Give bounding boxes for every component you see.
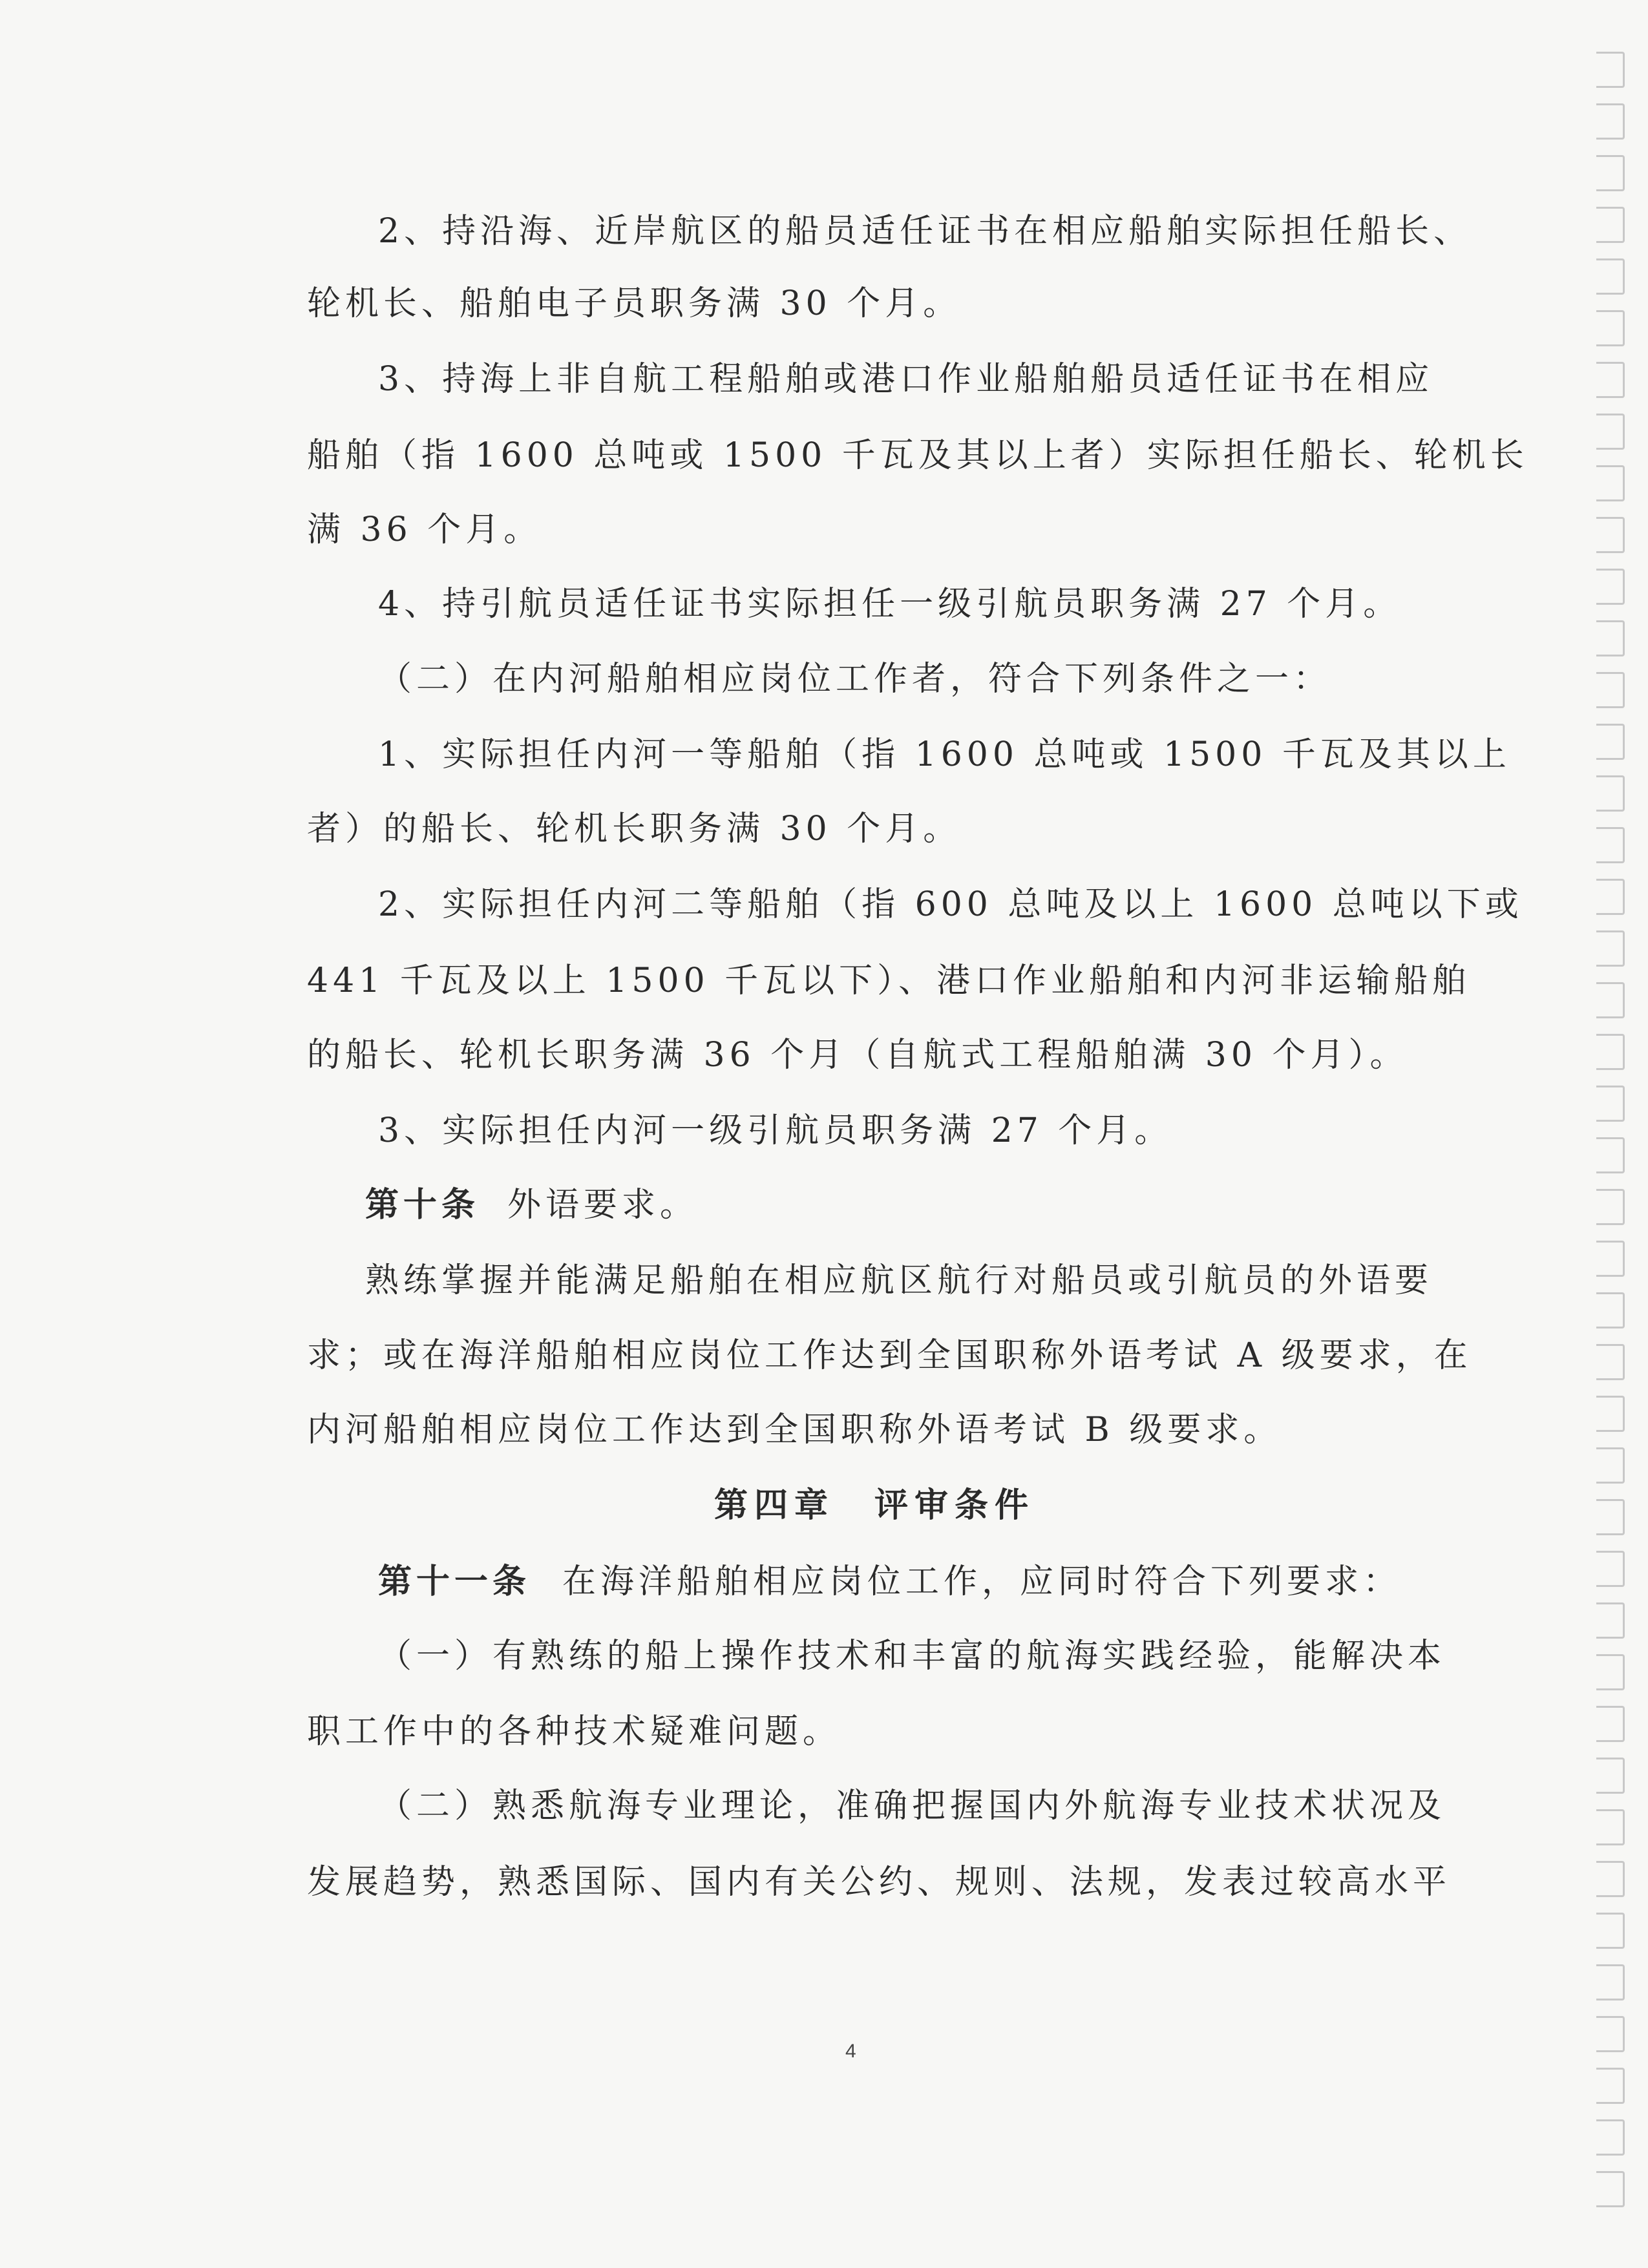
paragraph-line: 2、实际担任内河二等船舶（指 600 总吨及以上 1600 总吨以下或: [378, 885, 1523, 924]
binding-ring: [1596, 1602, 1625, 1639]
binding-ring: [1596, 2068, 1625, 2104]
binding-ring: [1596, 569, 1625, 605]
binding-ring: [1596, 362, 1625, 398]
binding-ring: [1596, 517, 1625, 553]
paragraph-line: 者）的船长、轮机长职务满 30 个月。: [307, 810, 962, 848]
binding-ring: [1596, 1809, 1625, 1845]
binding-ring: [1596, 2016, 1625, 2052]
binding-ring: [1596, 103, 1625, 140]
binding-ring: [1596, 982, 1625, 1018]
binding-edge: [1596, 52, 1629, 2249]
paragraph-line: 满 36 个月。: [307, 510, 542, 549]
article-label: 第十条: [365, 1185, 480, 1224]
binding-ring: [1596, 414, 1625, 450]
paragraph-line: 3、实际担任内河一级引航员职务满 27 个月。: [378, 1111, 1173, 1150]
chapter-heading: 第四章 评审条件: [714, 1486, 1035, 1525]
binding-ring: [1596, 2119, 1625, 2156]
paragraph-line: 在海洋船舶相应岗位工作，应同时符合下列要求：: [562, 1562, 1402, 1601]
binding-ring: [1596, 1913, 1625, 1949]
binding-ring: [1596, 620, 1625, 656]
binding-ring: [1596, 1551, 1625, 1587]
binding-ring: [1596, 1861, 1625, 1897]
binding-ring: [1596, 310, 1625, 346]
binding-ring: [1596, 1034, 1625, 1070]
binding-ring: [1596, 724, 1625, 760]
binding-ring: [1596, 1086, 1625, 1122]
binding-ring: [1596, 465, 1625, 501]
binding-ring: [1596, 672, 1625, 708]
binding-ring: [1596, 879, 1625, 915]
paragraph-line: 轮机长、船舶电子员职务满 30 个月。: [307, 284, 962, 323]
paragraph-line: 2、持沿海、近岸航区的船员适任证书在相应船舶实际担任船长、: [378, 212, 1472, 251]
binding-ring: [1596, 1241, 1625, 1277]
binding-ring: [1596, 1654, 1625, 1690]
paragraph-line: 4、持引航员适任证书实际担任一级引航员职务满 27 个月。: [378, 585, 1402, 624]
paragraph-line: 职工作中的各种技术疑难问题。: [307, 1712, 841, 1751]
binding-ring: [1596, 1706, 1625, 1742]
paragraph-line: 3、持海上非自航工程船舶或港口作业船舶船员适任证书在相应: [378, 360, 1434, 399]
binding-ring: [1596, 2171, 1625, 2207]
binding-ring: [1596, 1189, 1625, 1225]
paragraph-line: 441 千瓦及以上 1500 千瓦以下）、港口作业船舶和内河非运输船舶: [307, 961, 1471, 1000]
binding-ring: [1596, 1499, 1625, 1535]
paragraph-line: 船舶（指 1600 总吨或 1500 千瓦及其以上者）实际担任船长、轮机长: [307, 436, 1528, 475]
paragraph-line: 熟练掌握并能满足船舶在相应航区航行对船员或引航员的外语要: [365, 1261, 1433, 1300]
binding-ring: [1596, 775, 1625, 812]
article-label: 第十一条: [378, 1562, 531, 1601]
paragraph-line: （二）熟悉航海专业理论，准确把握国内外航海专业技术状况及: [378, 1787, 1446, 1825]
paragraph-line: （一）有熟练的船上操作技术和丰富的航海实践经验，能解决本: [378, 1637, 1446, 1675]
binding-ring: [1596, 1292, 1625, 1328]
binding-ring: [1596, 52, 1625, 88]
binding-ring: [1596, 258, 1625, 295]
binding-ring: [1596, 1758, 1625, 1794]
binding-ring: [1596, 827, 1625, 863]
paragraph-line: 内河船舶相应岗位工作达到全国职称外语考试 B 级要求。: [307, 1411, 1282, 1449]
paragraph-line: 发展趋势，熟悉国际、国内有关公约、规则、法规，发表过较高水平: [307, 1863, 1452, 1902]
page-number: 4: [845, 2041, 856, 2062]
binding-ring: [1596, 155, 1625, 191]
paragraph-line: （二）在内河船舶相应岗位工作者，符合下列条件之一：: [378, 660, 1332, 698]
binding-ring: [1596, 1137, 1625, 1173]
binding-ring: [1596, 207, 1625, 243]
paragraph-line: 的船长、轮机长职务满 36 个月（自航式工程船舶满 30 个月）。: [307, 1036, 1408, 1075]
binding-ring: [1596, 1396, 1625, 1432]
paragraph-line: 1、实际担任内河一等船舶（指 1600 总吨或 1500 千瓦及其以上: [378, 735, 1511, 774]
binding-ring: [1596, 930, 1625, 967]
binding-ring: [1596, 1964, 1625, 2000]
binding-ring: [1596, 1447, 1625, 1484]
paragraph-line: 求；或在海洋船舶相应岗位工作达到全国职称外语考试 A 级要求，在: [307, 1336, 1472, 1375]
paragraph-line: 外语要求。: [507, 1186, 699, 1224]
binding-ring: [1596, 1344, 1625, 1380]
